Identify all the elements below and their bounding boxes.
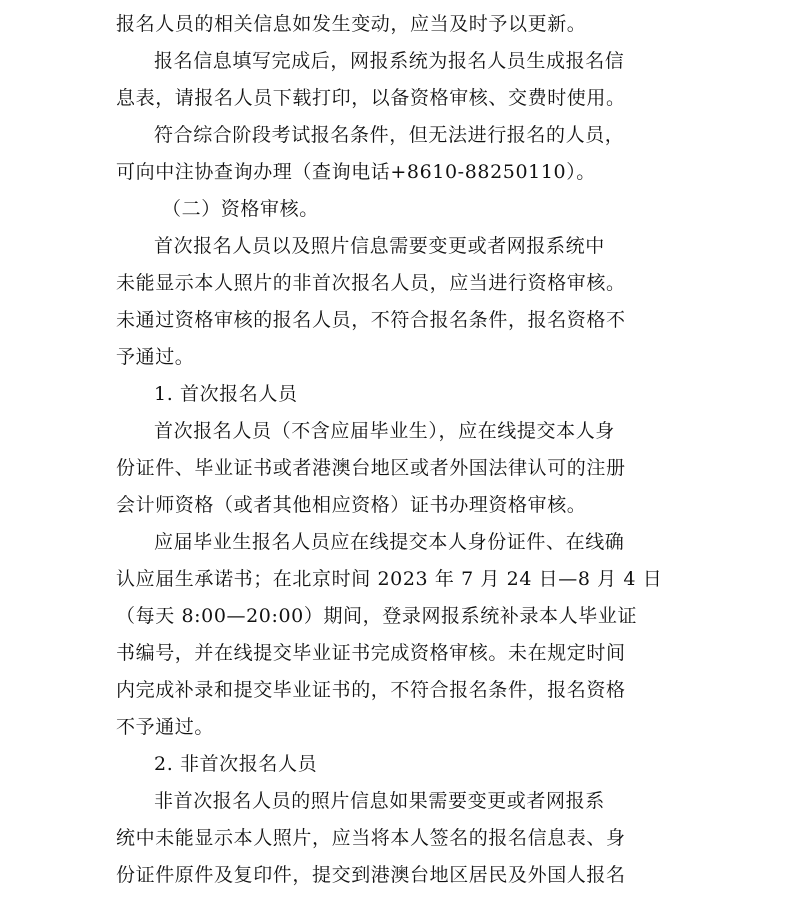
subsection-heading: 1. 首次报名人员: [154, 383, 298, 405]
text-line: 统中未能显示本人照片，应当将本人签名的报名信息表、身: [116, 827, 626, 849]
text-line: 非首次报名人员的照片信息如果需要变更或者网报系: [154, 790, 605, 812]
text-line: 未通过资格审核的报名人员，不符合报名条件，报名资格不: [116, 309, 626, 331]
text-line: （每天 8:00—20:00）期间，登录网报系统补录本人毕业证: [116, 605, 638, 627]
text-line: 书编号，并在线提交毕业证书完成资格审核。未在规定时间: [116, 642, 626, 664]
text-line: 报名信息填写完成后，网报系统为报名人员生成报名信: [154, 50, 625, 72]
text-line: 息表，请报名人员下载打印，以备资格审核、交费时使用。: [116, 87, 626, 109]
subsection-heading: 2. 非首次报名人员: [154, 753, 318, 775]
text-line: 首次报名人员（不含应届毕业生），应在线提交本人身: [154, 420, 615, 442]
text-line: 份证件、毕业证书或者港澳台地区或者外国法律认可的注册: [116, 457, 626, 479]
text-line: 首次报名人员以及照片信息需要变更或者网报系统中: [154, 235, 605, 257]
text-line: 应届毕业生报名人员应在线提交本人身份证件、在线确: [154, 531, 625, 553]
text-line: 予通过。: [116, 346, 195, 368]
document-page: [116, 0, 676, 894]
text-line: 可向中注协查询办理（查询电话+8610-88250110）。: [116, 161, 596, 183]
text-line: 报名人员的相关信息如发生变动，应当及时予以更新。: [116, 13, 587, 35]
text-line: 份证件原件及复印件，提交到港澳台地区居民及外国人报名: [116, 864, 626, 886]
text-line: 内完成补录和提交毕业证书的，不符合报名条件，报名资格: [116, 679, 626, 701]
section-heading: （二）资格审核。: [162, 198, 319, 220]
text-line: 未能显示本人照片的非首次报名人员，应当进行资格审核。: [116, 272, 626, 294]
text-line: 不予通过。: [116, 716, 215, 738]
text-line: 会计师资格（或者其他相应资格）证书办理资格审核。: [116, 494, 587, 516]
text-line: 符合综合阶段考试报名条件，但无法进行报名的人员，: [154, 124, 625, 146]
text-line: 认应届生承诺书；在北京时间 2023 年 7 月 24 日—8 月 4 日: [116, 568, 663, 590]
